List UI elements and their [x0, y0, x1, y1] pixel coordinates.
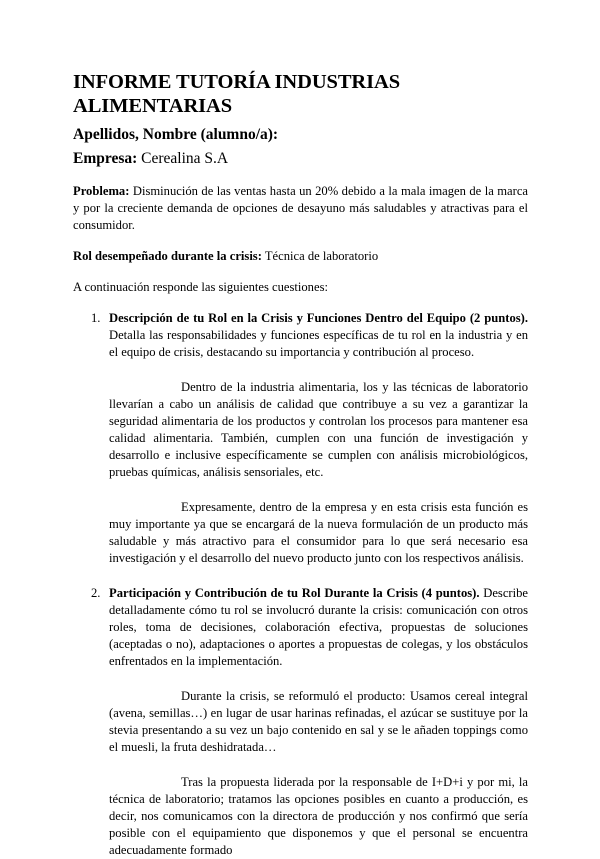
- question-list-2: [73, 585, 528, 670]
- question-prompt: Describe detalladamente cómo tu rol se involucró durante la crisis: comunicación con otros roles, toma de decisiones, colaboración efectiva, propuestas de soluciones (aceptadas o no), adaptaciones o aportes a propuestas de colegas, y los obstáculos enfrentados en la implementación.: [109, 586, 528, 668]
- question-number: 2.: [91, 586, 101, 600]
- answer-paragraph: Dentro de la industria alimentaria, los y las técnicas de laboratorio llevarían a cabo un análisis de calidad que contribuye a su vez a garantizar la seguridad alimentaria de los productos y controlan los procesos para mantener esa calidad alimentaria. También, cumplen con una función de investigación y desarrollo e inclusive específicamente se cumplen con análisis microbiológicos, pruebas químicas, análisis sensoriales, etc.: [109, 380, 528, 479]
- answer-paragraph: Durante la crisis, se reformuló el producto: Usamos cereal integral (avena, semillas…) en lugar de usar harinas refinadas, el azúcar se sustituye por la stevia presentando a su vez un bajo contenido en sal y se le añaden toppings como el muesli, la fruta deshidratada…: [109, 689, 528, 754]
- problem-paragraph: [73, 183, 528, 234]
- document-title: INFORME TUTORÍA INDUSTRIAS ALIMENTARIAS: [73, 71, 400, 117]
- problem-text: Disminución de las ventas hasta un 20% debido a la mala imagen de la marca y por la creciente demanda de opciones de desayuno más saludables y atractivas para el consumidor.: [73, 184, 528, 232]
- role-label: Rol desempeñado durante la crisis:: [73, 249, 262, 263]
- answer-paragraph: Tras la propuesta liderada por la responsable de I+D+i y por mi, la técnica de laboratorio; tratamos las opciones posibles en cuanto a producción, es decir, nos comunicamos con la directora de producción y nos confirmó que sería posible con el equipamiento que disponemos y que el personal se encuentra adecuadamente formado: [109, 775, 528, 857]
- question-item-2: [73, 585, 528, 670]
- question-number: 1.: [91, 311, 101, 325]
- intro-text: A continuación responde las siguientes cuestiones:: [73, 280, 328, 294]
- company-line: [73, 148, 528, 170]
- question-header: [109, 310, 528, 361]
- question-header: [109, 585, 528, 670]
- role-value: Técnica de laboratorio: [264, 249, 379, 263]
- question-list: [73, 310, 528, 361]
- question-prompt: Detalla las responsabilidades y funciones específicas de tu rol en la industria y en el equipo de crisis, destacando su importancia y contribución al proceso.: [109, 328, 528, 359]
- question-heading: Participación y Contribución de tu Rol Durante la Crisis (4 puntos).: [109, 586, 480, 600]
- answer-paragraph: Expresamente, dentro de la empresa y en esta crisis esta función es muy importante ya que se encargará de la nueva formulación de un producto más saludable y más atractivo para el consumidor para lo que será necesario esa investigación y el desarrollo del nuevo producto junto con los respectivos análisis.: [109, 500, 528, 565]
- question-item-1: [73, 310, 528, 361]
- student-name-label: Apellidos, Nombre (alumno/a):: [73, 126, 279, 143]
- company-label: Empresa:: [73, 150, 138, 167]
- question-heading: Descripción de tu Rol en la Crisis y Funciones Dentro del Equipo (2 puntos).: [109, 311, 528, 325]
- role-paragraph: [73, 248, 528, 265]
- student-name-line: [73, 124, 528, 146]
- problem-label: Problema:: [73, 184, 130, 198]
- company-value: Cerealina S.A: [141, 150, 229, 167]
